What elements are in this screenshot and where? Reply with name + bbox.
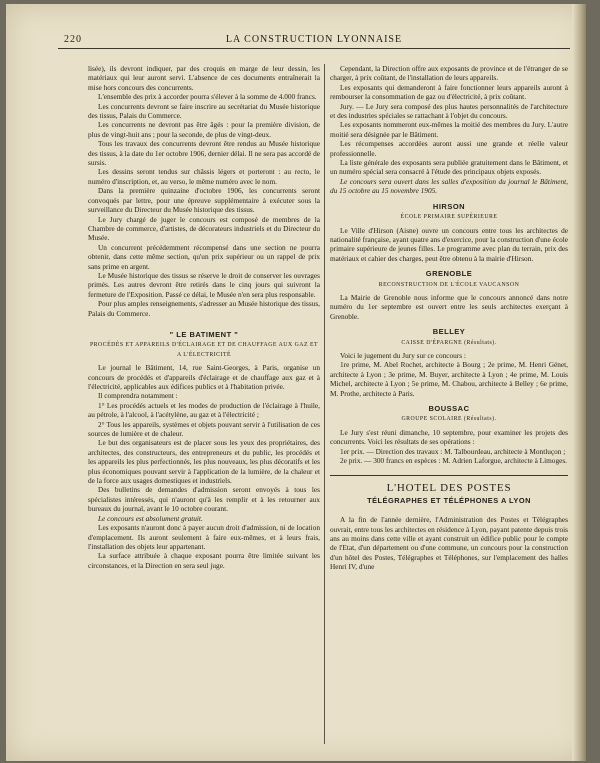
paragraph: Les concurrents ne devront pas être âgés : pour la première division, de plus de vingt-huit ans ; pour la seconde, de plus de vingt-deux. <box>88 120 320 139</box>
paragraph: Des bulletins de demandes d'admission seront envoyés à tous les spécialistes intéressés, qui n'auront qu'à les remplir et à les retourner aux bureaux du journal, avant le 10 octobre courant. <box>88 485 320 514</box>
paragraph: 1er prix. — Direction des travaux : M. Talbourdeau, architecte à Montluçon ; <box>340 446 566 456</box>
section-title-belley: BELLEY <box>432 327 466 337</box>
paragraph: Cependant, la Direction offre aux exposants de province et de l'étranger de se charger, à prix coûtant, de l'installation de leurs appareils. <box>330 64 568 83</box>
paragraph: L'ensemble des prix à accorder pourra s'élever à la somme de 4.000 francs. <box>98 92 317 102</box>
paragraph: Les dessins seront tendus sur châssis légers et porteront : au recto, le numéro d'inscription, et, au verso, le même numéro avec le nom. <box>88 167 320 186</box>
section-subtitle-hotel-des-postes: TÉLÉGRAPHES ET TÉLÉPHONES A LYON <box>367 495 531 505</box>
paragraph: La surface attribuée à chaque exposant pourra être limitée suivant les circonstances, et la Direction en sera seul juge. <box>88 551 320 570</box>
section-subtitle-hirson: ÉCOLE PRIMAIRE SUPÉRIEURE <box>400 214 498 221</box>
paragraph: Les exposants n'auront donc à payer aucun droit d'admission, ni de location d'emplacement. Ils auront seulement à faire eux-mêmes, et à leurs frais, l'installation des objets leur appartenant. <box>88 523 320 551</box>
paragraph: Les exposants nommeront eux-mêmes la moitié des membres du Jury. L'autre moitié sera désignée par le Bâtiment. <box>330 120 568 139</box>
paragraph: lisée), ils devront indiquer, par des croquis en marge de leur dessin, les matériaux qui leur auront servi. L'absence de ces documents entraînerait la mise hors concours des concurrents. <box>88 64 320 92</box>
paragraph: 1re prime, M. Abel Rochet, architecte à Bourg ; 2e prime, M. Henri Génet, architecte à Lyon ; 3e prime, M. Buyer, architecte à Lyon ; 4e prime, M. Louis Michel, architecte à Lyon ; 5e prime, M. Chabou, architecte à Belley ; 6e prime, M. Prothe, architecte à Paris. <box>330 360 568 398</box>
section-title-grenoble: GRENOBLE <box>425 269 473 279</box>
paragraph: Le Ville d'Hirson (Aisne) ouvre un concours entre tous les architectes de nationalité française, ayant quatre ans d'exercice, pour la construction d'une école primaire supérieure de jeunes filles. Le programme avec plan du terrain, prix des matériaux et cahier des charges, peut être obtenu à la mairie d'Hirson. <box>330 225 568 263</box>
paragraph: Dans la première quinzaine d'octobre 1906, les concurrents seront convoqués par lettre, pour une épreuve supplémentaire à exécuter sous la surveillance du Directeur du Musée historique des tissus. <box>88 186 320 215</box>
paragraph: Tous les travaux des concurrents devront être rendus au Musée historique des tissus, à la date du 1er octobre 1906, dernier délai. Il ne sera pas accordé de sursis. <box>88 139 320 168</box>
paragraph: Voici le jugement du Jury sur ce concours : <box>340 350 466 360</box>
journal-title: LA CONSTRUCTION LYONNAISE <box>225 34 403 45</box>
document-page <box>6 4 586 761</box>
paragraph: La Mairie de Grenoble nous informe que le concours annoncé dans notre numéro du 1er septembre est ouvert entre les seuls architectes exerçant à Grenoble. <box>330 292 568 321</box>
section-title-hotel-des-postes: L'HOTEL DES POSTES <box>330 475 568 493</box>
paragraph: Jury. — Le Jury sera composé des plus hautes personnalités de l'architecture et des industries spéciales se rattachant à l'objet du concours. <box>330 101 568 121</box>
paragraph: A la fin de l'année dernière, l'Administration des Postes et Télégraphes ouvrait, entre tous les architectes en résidence à Lyon, payant patente depuis trois ans au moins dans cette ville et ayant construit un édifice public pour le compte de l'Etat, d'un département ou d'une commune, un concours pour la construction d'un hôtel des Postes, Télégraphes et Téléphones, sur l'emplacement des halles Henri IV, d'une <box>330 515 568 572</box>
paragraph: Il comprendra notamment : <box>98 391 178 401</box>
page-number: 220 <box>64 34 82 45</box>
section-subtitle-batiment: PROCÉDÉS ET APPAREILS D'ÉCLAIRAGE ET DE CHAUFFAGE AUX GAZ ET A L'ÉLECTRICITÉ <box>89 342 319 358</box>
paragraph: Le concours sera ouvert dans les salles d'exposition du journal le Bâtiment, du 15 octobre au 15 novembre 1905. <box>330 176 568 196</box>
paragraph: 2e prix. — 300 francs en espèces : M. Adrien Laforgue, architecte à Limoges. <box>340 456 568 466</box>
paragraph: Pour plus amples renseignements, s'adresser au Musée historique des tissus, Palais du Commerce. <box>88 299 320 318</box>
section-subtitle-grenoble: RECONSTRUCTION DE L'ÉCOLE VAUCANSON <box>378 281 520 288</box>
page-header <box>58 34 570 49</box>
paragraph: Les exposants qui demanderont à faire fonctionner leurs appareils auront à rembourser la consommation de gaz ou d'électricité, à prix coûtant. <box>330 82 568 102</box>
paragraph: Le journal le Bâtiment, 14, rue Saint-Georges, à Paris, organise un concours de procédés et d'appareils d'éclairage et de chauffage aux gaz et à l'électricité, applicables aux édifices publics et à l'habitation privée. <box>88 363 320 391</box>
section-subtitle-belley: CAISSE D'ÉPARGNE (Résultats). <box>401 339 497 346</box>
paragraph: 2° Tous les appareils, systèmes et objets pouvant servir à l'utilisation de ces sources de lumière et de chaleur. <box>88 419 320 439</box>
page-gutter-shadow <box>572 4 586 761</box>
section-title-hirson: HIRSON <box>432 201 466 211</box>
paragraph: Le Jury chargé de juger le concours est composé de membres de la Chambre de commerce, d'artistes, de décorateurs industriels et du Directeur du Musée. <box>88 214 320 243</box>
paragraph: La liste générale des exposants sera publiée gratuitement dans le Bâtiment, et un numéro spécial sera consacré à l'étude des principaux objets exposés. <box>330 158 568 177</box>
section-title-boussac: BOUSSAC <box>428 404 470 413</box>
paragraph: Les concurrents devront se faire inscrire au secrétariat du Musée historique des tissus, Palais du Commerce. <box>88 101 320 121</box>
paragraph: 1° Les procédés actuels et les modes de production de l'éclairage à l'huile, au pétrole, à l'alcool, à l'acétylène, au gaz et à l'électricité ; <box>88 400 320 420</box>
paragraph: Un concurrent précédemment récompensé dans une section ne pourra obtenir, dans cette même section, qu'un prix supérieur ou un rappel de prix sans prime en argent. <box>88 242 320 271</box>
paragraph: Le Jury s'est réuni dimanche, 10 septembre, pour examiner les projets des concurrents. Voici les résultats de ses opérations : <box>330 427 568 447</box>
paragraph: Le but des organisateurs est de placer sous les yeux des propriétaires, des architectes, des constructeurs, des entrepreneurs et du public, les procédés et les appareils les plus perfectionnés, les plus nouveaux, les plus décoratifs et les plus économiques pouvant servir à l'application de la lumière, de la chaleur et de la force aux usages domestiques et industriels. <box>88 438 320 486</box>
left-column <box>88 64 320 570</box>
column-divider <box>324 64 325 744</box>
section-subtitle-boussac: GROUPE SCOLAIRE (Résultats). <box>401 416 497 423</box>
paragraph: Le concours est absolument gratuit. <box>98 513 203 523</box>
right-column <box>330 64 568 572</box>
paragraph: Le Musée historique des tissus se réserve le droit de conserver les ouvrages primés. Les autres devront être retirés dans le cinq jours qui suivront la fermeture de l'Exposition. Passé ce délai, le Musée n'en sera plus responsable. <box>88 270 320 299</box>
paragraph: Les récompenses accordées auront aussi une grande et réelle valeur professionnelle. <box>330 139 568 158</box>
section-title-batiment: " LE BATIMENT " <box>169 329 239 339</box>
